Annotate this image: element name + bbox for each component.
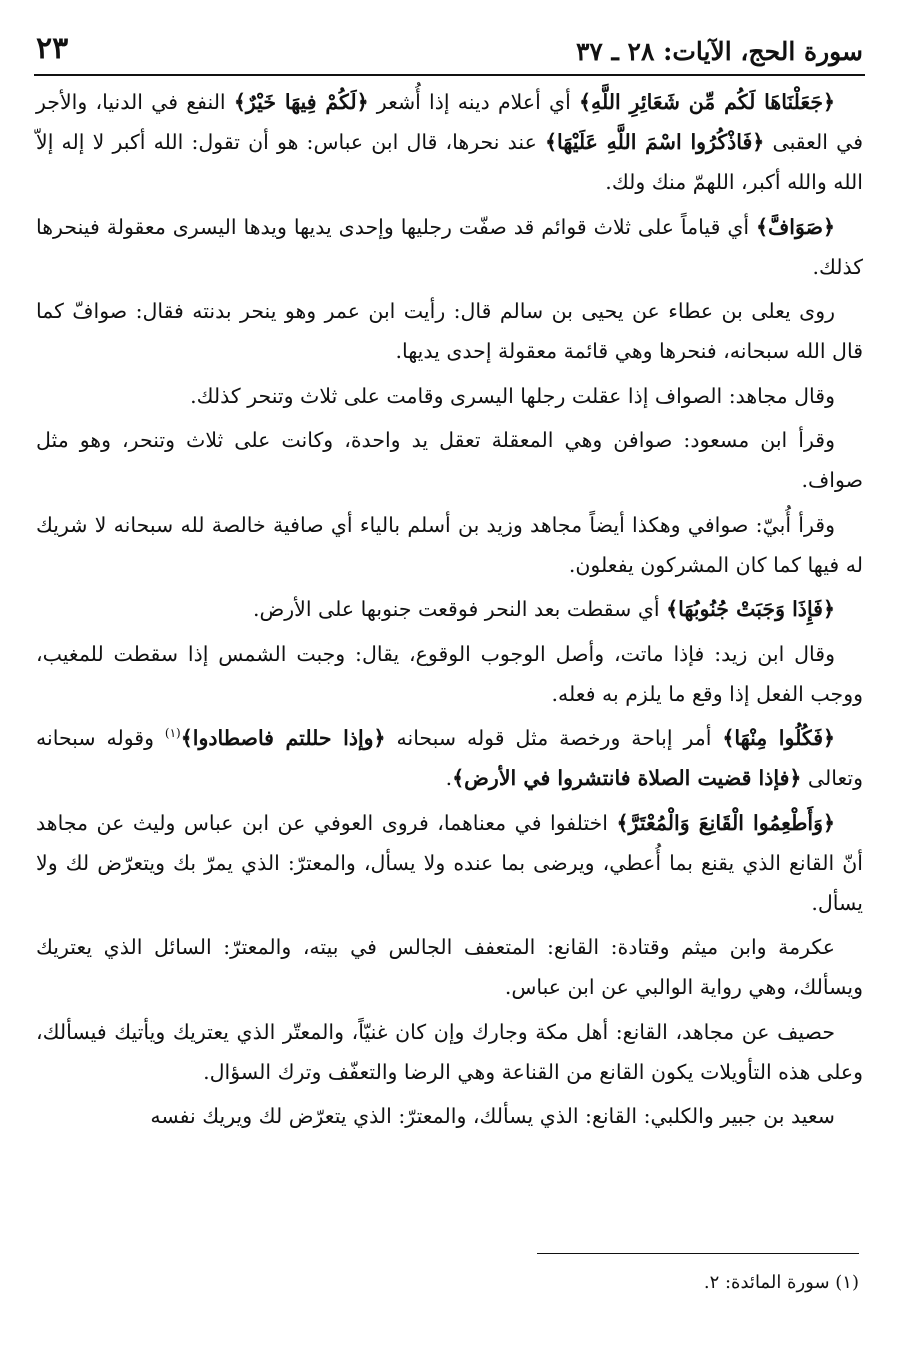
commentary-text: سعيد بن جبير والكلبي: القانع: الذي يسألك، والمعترّ: الذي يتعرّض لك ويريك نفسه [150,1104,835,1128]
paragraph [36,376,863,416]
commentary-text: أي قياماً على ثلاث قوائم قد صفّت رجليها وإحدى يديها ويدها اليسرى معقولة فينحرها كذلك. [36,214,863,279]
quran-quote: ﴿جَعَلْنَاهَا لَكُم مِّن شَعَائِرِ اللَّهِ﴾ [579,90,835,114]
commentary-text: وقوله سبحانه وتعالى [36,726,863,790]
commentary-text: اختلفوا في معناهما، فروى العوفي عن ابن عباس وليث عن مجاهد أنّ القانع الذي يقنع بما أُعطي، ويرضى بما عنده ولا يسأل، والمعترّ: الذي يمرّ بك ويتعرّض لك ولا يسأل. [36,810,863,915]
quran-quote: ﴿صَوَافَّ﴾ [756,214,835,239]
footnote-reference: (١) [164,726,181,741]
paragraph [36,634,863,714]
commentary-text: عكرمة وابن ميثم وقتادة: القانع: المتعفف الجالس في بيته، والمعترّ: السائل الذي يعتريك ويسألك، وهي رواية الوالبي عن ابن عباس. [36,935,863,999]
paragraph [36,1012,863,1092]
quran-quote: ﴿وَأَطْعِمُوا الْقَانِعَ وَالْمُعْتَرَّ﴾ [616,810,835,835]
paragraph [36,1096,863,1136]
commentary-text: وقرأ أُبيّ: صوافي وهكذا أيضاً مجاهد وزيد بن أسلم بالياء أي صافية خالصة لله سبحانه لا شريك له فيها كما كان المشركون يفعلون. [36,512,863,577]
page-header [36,26,863,66]
footnote: (١) سورة المائدة: ٢. [703,1272,859,1293]
commentary-text: حصيف عن مجاهد، القانع: أهل مكة وجارك وإن كان غنيّاً، والمعتّر الذي يعتريك ويأتيك فيسألك، وعلى هذه التأويلات يكون القانع من القناعة وهي الرضا والتعفّف وترك السؤال. [36,1019,863,1084]
body-text [36,82,863,1141]
paragraph [36,718,863,798]
running-title: سورة الحج، الآيات: ٢٨ ـ ٣٧ [575,37,863,66]
paragraph [36,589,863,629]
commentary-text: عند نحرها، قال ابن عباس: هو أن تقول: الله أكبر لا إله إلاّ الله والله أكبر، اللهمّ منك ولك. [36,130,863,194]
commentary-text: أمر إباحة ورخصة مثل قوله سبحانه [385,726,723,750]
commentary-text: . [445,766,453,790]
paragraph [36,505,863,585]
paragraph [36,420,863,500]
commentary-text: وقال مجاهد: الصواف إذا عقلت رجلها اليسرى وقامت على ثلاث وتنحر كذلك. [190,383,835,408]
commentary-text: أي سقطت بعد النحر فوقعت جنوبها على الأرض. [252,597,667,621]
commentary-text: النفع في الدنيا، والأجر في العقبى [36,90,864,154]
quran-quote: ﴿فَاذْكُرُوا اسْمَ اللَّهِ عَلَيْهَا﴾ [544,130,765,154]
commentary-text: روى يعلى بن عطاء عن يحيى بن سالم قال: رأيت ابن عمر وهو ينحر بدنته فقال: صوافّ كما قال الله سبحانه، فنحرها وهي قائمة معقولة إحدى يديها. [36,299,863,363]
commentary-text: وقال ابن زيد: فإذا ماتت، وأصل الوجوب الوقوع، يقال: وجبت الشمس إذا سقطت للمغيب، ووجب الفعل إذا وقع ما يلزم به فعله. [36,641,863,706]
paragraph [36,803,863,923]
commentary-text: أي أعلام دينه إذا أُشعر [368,90,579,114]
quran-quote: ﴿وإذا حللتم فاصطادوا﴾ [180,726,386,750]
quran-quote: ﴿فَكُلُوا مِنْهَا﴾ [722,726,836,750]
quran-quote: ﴿فإذا قضيت الصلاة فانتشروا في الأرض﴾ [452,766,802,790]
page-number: ٢٣ [36,31,69,66]
paragraph [36,927,863,1007]
paragraph [36,207,863,287]
quran-quote: ﴿فَإِذَا وَجَبَتْ جُنُوبُهَا﴾ [666,597,835,621]
footnote-rule [537,1253,859,1254]
paragraph [36,291,863,371]
paragraph [36,82,863,202]
header-rule [34,74,865,76]
quran-quote: ﴿لَكُمْ فِيهَا خَيْرٌ﴾ [233,90,369,114]
commentary-text: وقرأ ابن مسعود: صوافن وهي المعقلة تعقل يد واحدة، وكانت على ثلاث وتنحر، وهو مثل صواف. [36,428,863,492]
